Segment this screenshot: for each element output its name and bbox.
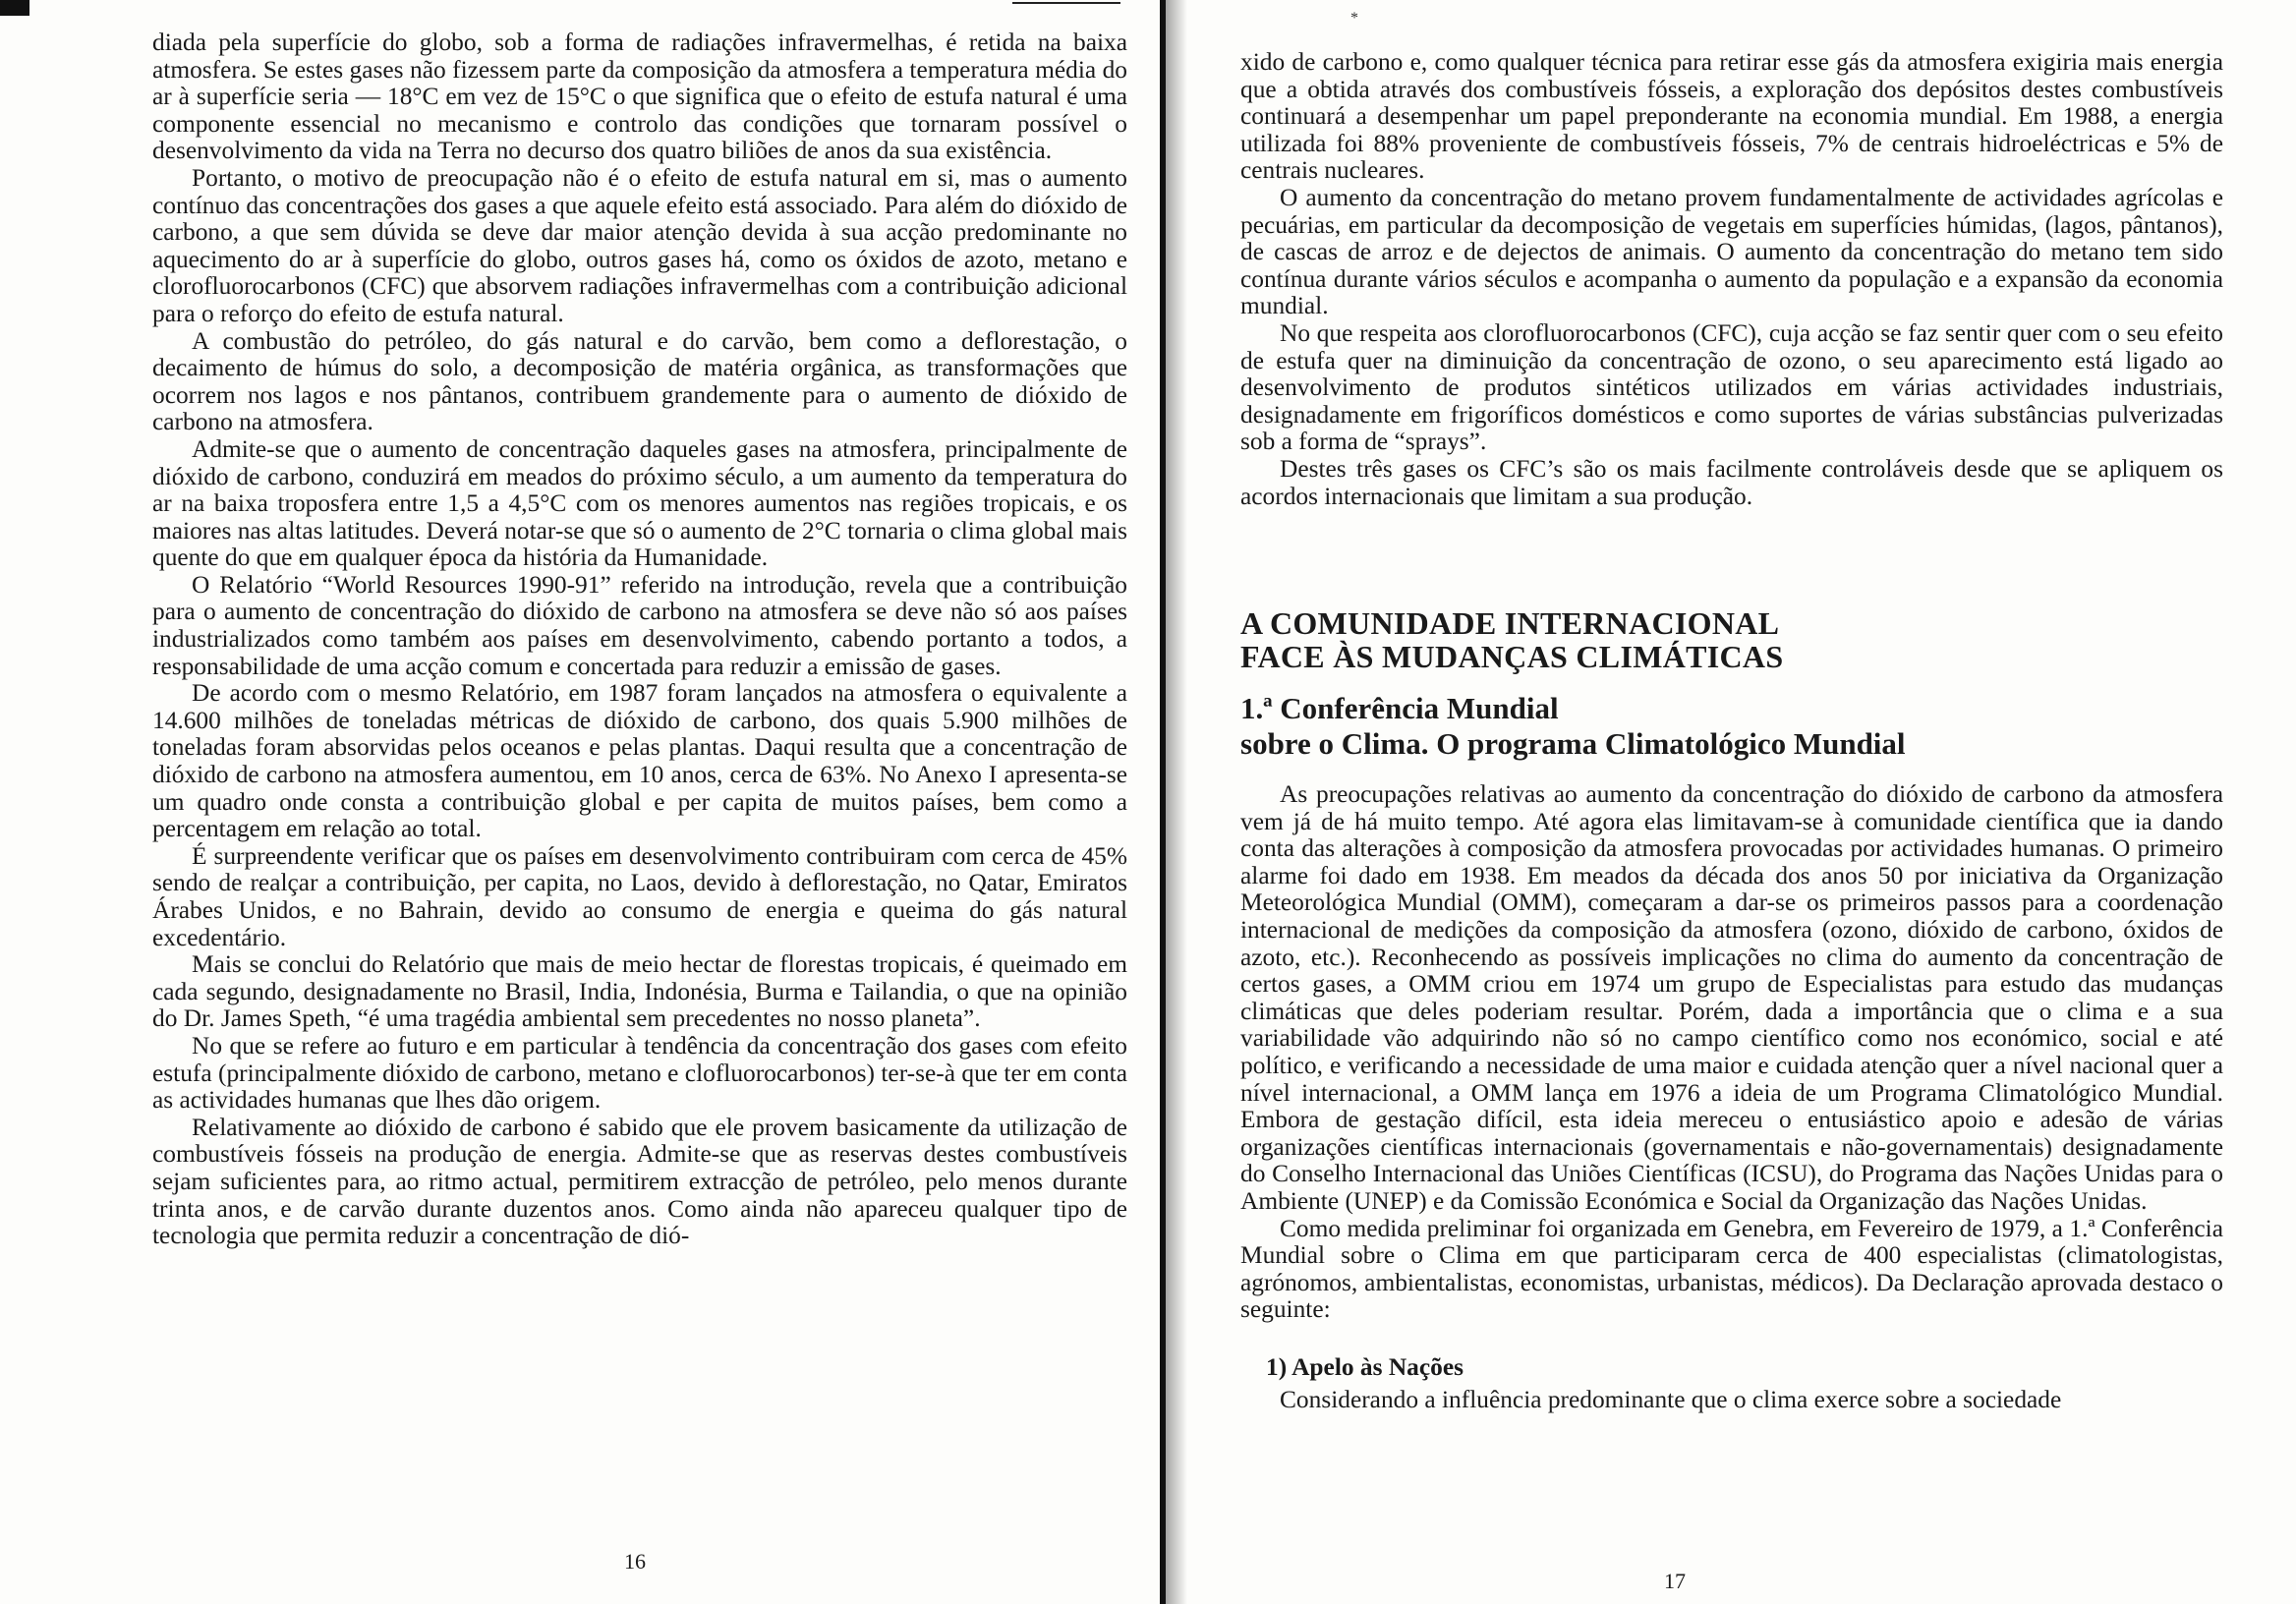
page-number-right: 17 (1664, 1569, 1686, 1593)
paragraph: diada pela superfície do globo, sob a forma de radiações infravermelhas, é retida na baixa atmosfera. Se estes gases não fizessem parte da composição da atmosfera a temperatura média do ar à superfície seria — 18°C em vez de 15°C o que significa que o efeito de estufa natural é uma componente essencial no mecanismo e controlo das condições que tornaram possível o desenvolvimento da vida na Terra no decurso dos quatro biliões de anos da sua existência. (152, 29, 1127, 165)
paragraph: O aumento da concentração do metano provem fundamentalmente de actividades agrícolas e pecuárias, em particular da decomposição de vegetais em superfícies húmidas, (lagos, pântanos), de cascas de arroz e de dejectos de animais. O aumento da concentração do metano tem sido contínua durante vários séculos e acompanha o aumento da população e a expansão da economia mundial. (1240, 183, 2223, 320)
item-title: 1) Apelo às Nações (1266, 1352, 1464, 1381)
page-number-left: 16 (624, 1549, 646, 1574)
paragraph: Considerando a influência predominante que o clima exerce sobre a sociedade (1280, 1385, 2062, 1413)
right-page-text (1240, 49, 2223, 1414)
subsection-title-line: 1.ª Conferência Mundial (1240, 691, 1559, 726)
paragraph: No que respeita aos clorofluorocarbonos (CFC), cuja acção se faz sentir quer com o seu efeito de estufa quer na diminuição da concentração de ozono, o seu aparecimento está ligado ao desenvolvimento de produtos sintéticos utilizados em várias actividades industriais, designadamente em frigoríficos domésticos e como suportes de várias substâncias pulverizadas sob a forma de “sprays”. (1240, 318, 2223, 456)
paragraph: No que se refere ao futuro e em particular à tendência da concentração dos gases com efeito estufa (principalmente dióxido de carbono, metano e clofluorocarbonos) ter-se-à que ter em conta as actividades humanas que lhes dão origem. (152, 1031, 1127, 1115)
paragraph: As preocupações relativas ao aumento da concentração do dióxido de carbono da atmosfera vem já de há muito tempo. Até agora elas limitavam-se à comunidade científica que ia dando conta das alterações à composição da atmosfera provocadas por actividades humanas. O primeiro alarme foi dado em 1938. Em meados da década dos anos 50 por iniciativa da Organização Meteorológica Mundial (OMM), começaram a dar-se os primeiros passos para a coordenação internacional de medições da composição da atmosfera (ozono, dióxido de carbono, óxidos de azoto, etc.). Reconhecendo as possíveis implicações no clima do aumento da concentração de certos gases, a OMM criou em 1974 um grupo de Especialistas para estudo das mudanças climáticas que deles poderiam resultar. Porém, dada a importância que o clima e a sua variabilidade vão adquirindo não só no campo científico como nos económico, social e até político, e verificando a necessidade de uma maior e cuidada atenção quer a nível nacional quer a nível internacional, a OMM lança em 1976 a ideia de um Programa Climatológico Mundial. Embora de gestação difícil, esta ideia mereceu o entusiástico apoio e adesão de várias organizações científicas internacionais (governamentais e não-governamentais) designadamente do Conselho Internacional das Uniões Científicas (ICSU), do Programa das Nações Unidas para o Ambiente (UNEP) e da Comissão Económica e Social da Organização das Nações Unidas. (1240, 780, 2223, 1215)
paragraph: Portanto, o motivo de preocupação não é o efeito de estufa natural em si, mas o aumento contínuo das concentrações dos gases a que aquele efeito está associado. Para além do dióxido de carbono, a que sem dúvida se deve dar maior atenção devida à sua acção predominante no aquecimento do ar à superfície do globo, outros gases há, como os óxidos de azoto, metano e clorofluorocarbonos (CFC) que absorvem radiações infravermelhas com a contribuição adicional para o reforço do efeito de estufa natural. (152, 163, 1127, 327)
paragraph: O Relatório “World Resources 1990-91” referido na introdução, revela que a contribuição para o aumento de concentração do dióxido de carbono na atmosfera se deve não só aos países industrializados como também aos países em desenvolvimento, cabendo portanto a todos, a responsabilidade de uma acção comum e concertada para reduzir a emissão de gases. (152, 570, 1127, 680)
right-page (1166, 0, 2296, 1604)
subsection-title (1240, 691, 2223, 762)
paragraph: Admite-se que o aumento de concentração daqueles gases na atmosfera, principalmente de dióxido de carbono, conduzirá em meados do próximo século, a um aumento da temperatura do ar na baixa troposfera entre 1,5 a 4,5°C com os menores aumentos nas regiões tropicais, e os maiores nas altas latitudes. Deverá notar-se que só o aumento de 2°C tornaria o clima global mais quente do que em qualquer época da história da Humanidade. (152, 434, 1127, 572)
subsection-title-line: sobre o Clima. O programa Climatológico Mundial (1240, 726, 1906, 762)
paragraph: A combustão do petróleo, do gás natural e do carvão, bem como a deflorestação, o decaimento de húmus do solo, a decomposição de matéria orgânica, as transformações que ocorrem nos lagos e nos pântanos, contribuem grandemente para o aumento de dióxido de carbono na atmosfera. (152, 326, 1127, 436)
section-title (1240, 606, 2223, 673)
paragraph: Como medida preliminar foi organizada em Genebra, em Fevereiro de 1979, a 1.ª Conferência Mundial sobre o Clima em que participaram cerca de 400 especialistas (climatologistas, agrónomos, ambientalistas, economistas, urbanistas, médicos). Da Declaração aprovada destaco o seguinte: (1240, 1214, 2223, 1324)
paragraph: De acordo com o mesmo Relatório, em 1987 foram lançados na atmosfera o equivalente a 14.600 milhões de toneladas métricas de dióxido de carbono, dos quais 5.900 milhões de toneladas foram absorvidas pelos oceanos e pelas plantas. Daqui resulta que a concentração de dióxido de carbono na atmosfera aumentou, em 10 anos, cerca de 63%. No Anexo I apresenta-se um quadro onde consta a contribuição global e per capita de muitos países, bem como a percentagem em relação ao total. (152, 679, 1127, 843)
paragraph: É surpreendente verificar que os países em desenvolvimento contribuiram com cerca de 45% sendo de realçar a contribuição, per capita, no Laos, devido à deflorestação, no Qatar, Emiratos Árabes Unidos, e no Bahrain, devido ao consumo de energia e queima do gás natural excedentário. (152, 841, 1127, 951)
stray-mark: * (1350, 10, 1358, 27)
paragraph: Relativamente ao dióxido de carbono é sabido que ele provem basicamente da utilização de combustíveis fósseis na produção de energia. Admite-se que as reservas destes combustíveis sejam suficientes para, ao ritmo actual, permitirem extracção de petróleo, pelo menos durante trinta anos, e de carvão durante duzentos anos. Como ainda não apareceu qualquer tipo de tecnologia que permita reduzir a concentração de dió- (152, 1113, 1127, 1250)
paragraph: Mais se conclui do Relatório que mais de meio hectar de florestas tropicais, é queimado em cada segundo, designadamente no Brasil, India, Indonésia, Burma e Tailandia, o que na opinião do Dr. James Speth, “é uma tragédia ambiental sem precedentes no nosso planeta”. (152, 950, 1127, 1033)
paragraph: xido de carbono e, como qualquer técnica para retirar esse gás da atmosfera exigiria mais energia que a obtida através dos combustíveis fósseis, a exploração dos depósitos destes combustíveis continuará a desempenhar um papel preponderante na economia mundial. Em 1988, a energia utilizada foi 88% proveniente de combustíveis fósseis, 7% de centrais hidroeléctricas e 5% de centrais nucleares. (1240, 48, 2223, 185)
section-title-line: FACE ÀS MUDANÇAS CLIMÁTICAS (1240, 639, 1784, 675)
section-title-line: A COMUNIDADE INTERNACIONAL (1240, 605, 1780, 642)
left-page-text (152, 29, 1127, 1250)
paragraph: Destes três gases os CFC’s são os mais facilmente controláveis desde que se apliquem os acordos internacionais que limitam a sua produção. (1240, 454, 2223, 510)
